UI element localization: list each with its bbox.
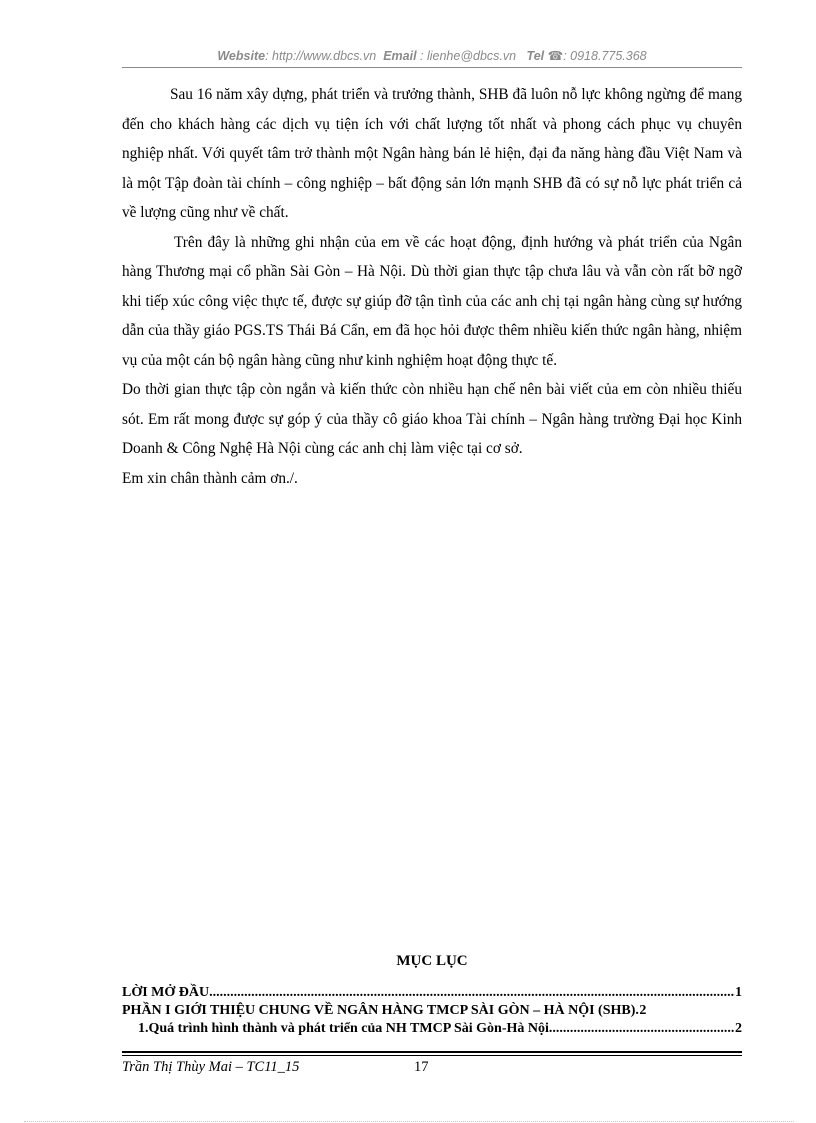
toc-leader-dots <box>549 1020 735 1038</box>
paragraph-summary: Sau 16 năm xây dựng, phát triển và trưởng thành, SHB đã luôn nỗ lực không ngừng để mang đến cho khách hàng các dịch vụ tiện ích với chất lượng tốt nhất và phong cách phục vụ chuyên nghiệp nhất. Với quyết tâm trở thành một Ngân hàng bán lẻ hiện, đại đa năng hàng đầu Việt Nam và là một Tập đoàn tài chính – công nghiệp – bất động sản lớn mạnh SHB đã có sự nỗ lực phát triển cả về lượng cũng như về chất. <box>122 86 742 221</box>
footer-divider-thin <box>122 1055 742 1056</box>
page-edge <box>24 1121 794 1122</box>
toc-entry-page: 1 <box>735 985 742 1000</box>
phone-icon: ☎ <box>547 49 564 63</box>
header-divider <box>122 67 742 68</box>
toc-entry-intro[interactable] <box>122 984 742 1002</box>
toc-entry-section-one[interactable] <box>122 1020 742 1038</box>
paragraph-acknowledgement: Trên đây là những ghi nhận của em về các hoạt động, định hướng và phát triển của Ngân hàng Thương mại cổ phần Sài Gòn – Hà Nội. Dù thời gian thực tập chưa lâu và vẫn còn rất bỡ ngỡ khi tiếp xúc công việc thực tế, được sự giúp đỡ tận tình của các anh chị tại ngân hàng cùng sự hướng dẫn của thầy giáo PGS.TS Thái Bá Cẩn, em đã học hỏi được thêm nhiều kiến thức ngân hàng, nhiệm vụ của một cán bộ ngân hàng cũng như kinh nghiệm hoạt động thực tế. <box>122 233 742 369</box>
website-value: : http://www.dbcs.vn <box>265 49 377 63</box>
table-of-contents <box>122 984 742 1038</box>
footer-page-number: 17 <box>414 1059 429 1075</box>
page-header <box>122 48 742 63</box>
toc-entry-page: 2 <box>639 1003 647 1018</box>
tel-value: : 0918.775.368 <box>563 49 647 63</box>
toc-entry-text: LỜI MỞ ĐẦU <box>122 985 210 1000</box>
document-body <box>122 80 742 493</box>
toc-entry-text: PHẦN I GIỚI THIỆU CHUNG VỀ NGÂN HÀNG TMCP SÀI GÒN – HÀ NỘI (SHB) <box>122 1003 636 1018</box>
tel-label: Tel <box>526 49 545 63</box>
toc-leader-dots <box>209 984 735 1002</box>
paragraph-thanks: Em xin chân thành cảm ơn./. <box>122 469 298 487</box>
website-label: Website <box>217 49 266 63</box>
toc-entry-text: 1.Quá trình hình thành và phát triển của NH TMCP Sài Gòn-Hà Nội <box>138 1021 549 1036</box>
footer-author: Trần Thị Thùy Mai – TC11_15 <box>122 1059 300 1075</box>
email-label: Email <box>383 49 417 63</box>
paragraph-limitations: Do thời gian thực tập còn ngắn và kiến thức còn nhiều hạn chế nên bài viết của em còn nhiều thiếu sót. Em rất mong được sự góp ý của thầy cô giáo khoa Tài chính – Ngân hàng trường Đại học Kinh Doanh & Công Nghệ Hà Nội cùng các anh chị làm việc tại cơ sở. <box>122 381 742 457</box>
toc-entry-page: 2 <box>735 1021 742 1036</box>
footer-divider-thick <box>122 1051 742 1053</box>
toc-title: MỤC LỤC <box>396 953 468 969</box>
email-value: : lienhe@dbcs.vn <box>420 49 517 63</box>
toc-entry-part-one[interactable] <box>122 1002 742 1020</box>
